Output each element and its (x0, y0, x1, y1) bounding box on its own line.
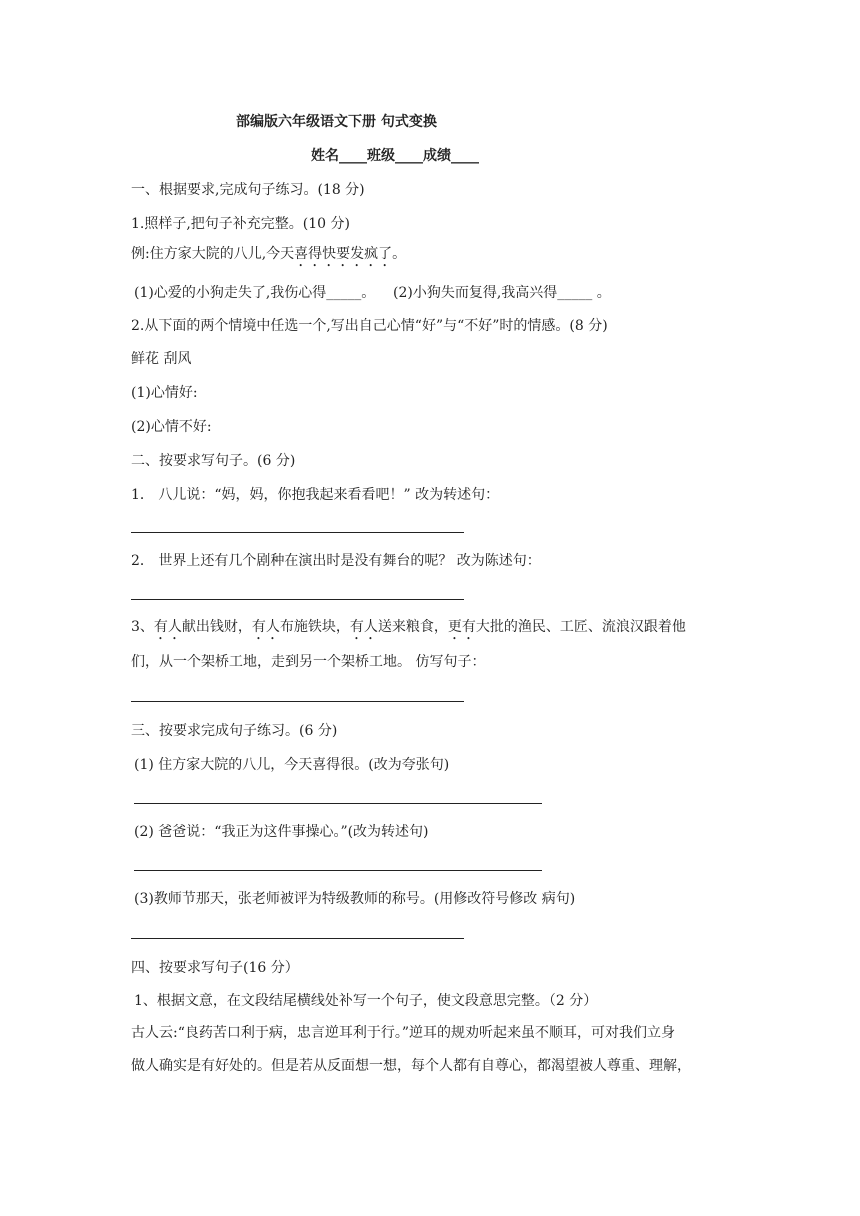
q3-emphasis: 有人 (349, 619, 378, 635)
q3-text: 献出钱财， (181, 619, 252, 635)
passage-line-2: 做人确实是有好处的。但是若从反面想一想，每个人都有自尊心，都渴望被人尊重、理解， (131, 1058, 691, 1074)
q3-emphasis: 更有 (447, 619, 476, 635)
example-emphasis: 喜得快要发疯了 (294, 246, 393, 262)
example-suffix: 。 (392, 246, 407, 262)
question-1-1a: (1)心爱的小狗走失了,我伤心得_____。 (134, 285, 376, 301)
answer-line (131, 938, 464, 939)
mood-bad-prompt: (2)心情不好: (131, 419, 212, 435)
question-2-2: 2． 世界上还有几个剧种在演出时是没有舞台的呢？ 改为陈述句： (131, 553, 541, 569)
question-2-3-continued: 们，从一个架桥工地，走到另一个架桥工地。 仿写句子： (131, 654, 486, 670)
answer-line (131, 599, 464, 600)
q3-text: 大批的渔民、工匠、流浪汉跟着他 (475, 619, 686, 635)
example-prefix: 例:住方家大院的八儿,今天 (131, 246, 295, 262)
question-1-1b: (2)小狗失而复得,我高兴得_____ 。 (393, 285, 611, 301)
q3-text: 送来粮食， (377, 619, 448, 635)
section-3-heading: 三、按要求完成句子练习。(6 分) (131, 723, 338, 739)
passage-line-1: 古人云:“良药苦口利于病，忠言逆耳利于行。”逆耳的规劝听起来虽不顺耳，可对我们立身 (131, 1025, 676, 1041)
answer-line (134, 870, 542, 871)
doc-title: 部编版六年级语文下册 句式变换 (236, 114, 437, 130)
mood-good-prompt: (1)心情好: (131, 385, 198, 401)
question-1-2: 2.从下面的两个情境中任选一个,写出自己心情“好”与“不好”时的情感。(8 分) (131, 318, 608, 334)
answer-line (131, 532, 464, 533)
answer-line (134, 803, 542, 804)
q3-text: 布施铁块， (279, 619, 350, 635)
question-3-3: (3)教师节那天，张老师被评为特级教师的称号。(用修改符号修改 病句) (134, 891, 576, 907)
question-2-1: 1． 八儿说：“妈，妈，你抱我起来看看吧！” 改为转述句： (131, 487, 500, 503)
answer-line (131, 701, 464, 702)
q3-emphasis: 有人 (251, 619, 280, 635)
section-4-heading: 四、按要求写句子(16 分） (131, 960, 299, 976)
q3-number: 3、 (131, 619, 154, 635)
example-sentence (131, 245, 406, 270)
section-1-heading: 一、根据要求,完成句子练习。(18 分) (131, 182, 365, 198)
scenario-words: 鲜花 刮风 (131, 351, 192, 367)
question-3-1: (1) 住方家大院的八儿，今天喜得很。(改为夸张句) (134, 757, 450, 773)
student-info-line: 姓名____班级____成绩____ (311, 148, 479, 164)
question-2-3 (131, 618, 686, 643)
question-1-1: 1.照样子,把句子补充完整。(10 分) (131, 216, 350, 232)
q3-emphasis: 有人 (153, 619, 182, 635)
section-2-heading: 二、按要求写句子。(6 分) (131, 453, 296, 469)
question-3-2: (2) 爸爸说：“我正为这件事操心。”(改为转述句) (134, 824, 429, 840)
question-4-1: 1、根据文意，在文段结尾横线处补写一个句子，使文段意思完整。（2 分） (134, 993, 598, 1009)
